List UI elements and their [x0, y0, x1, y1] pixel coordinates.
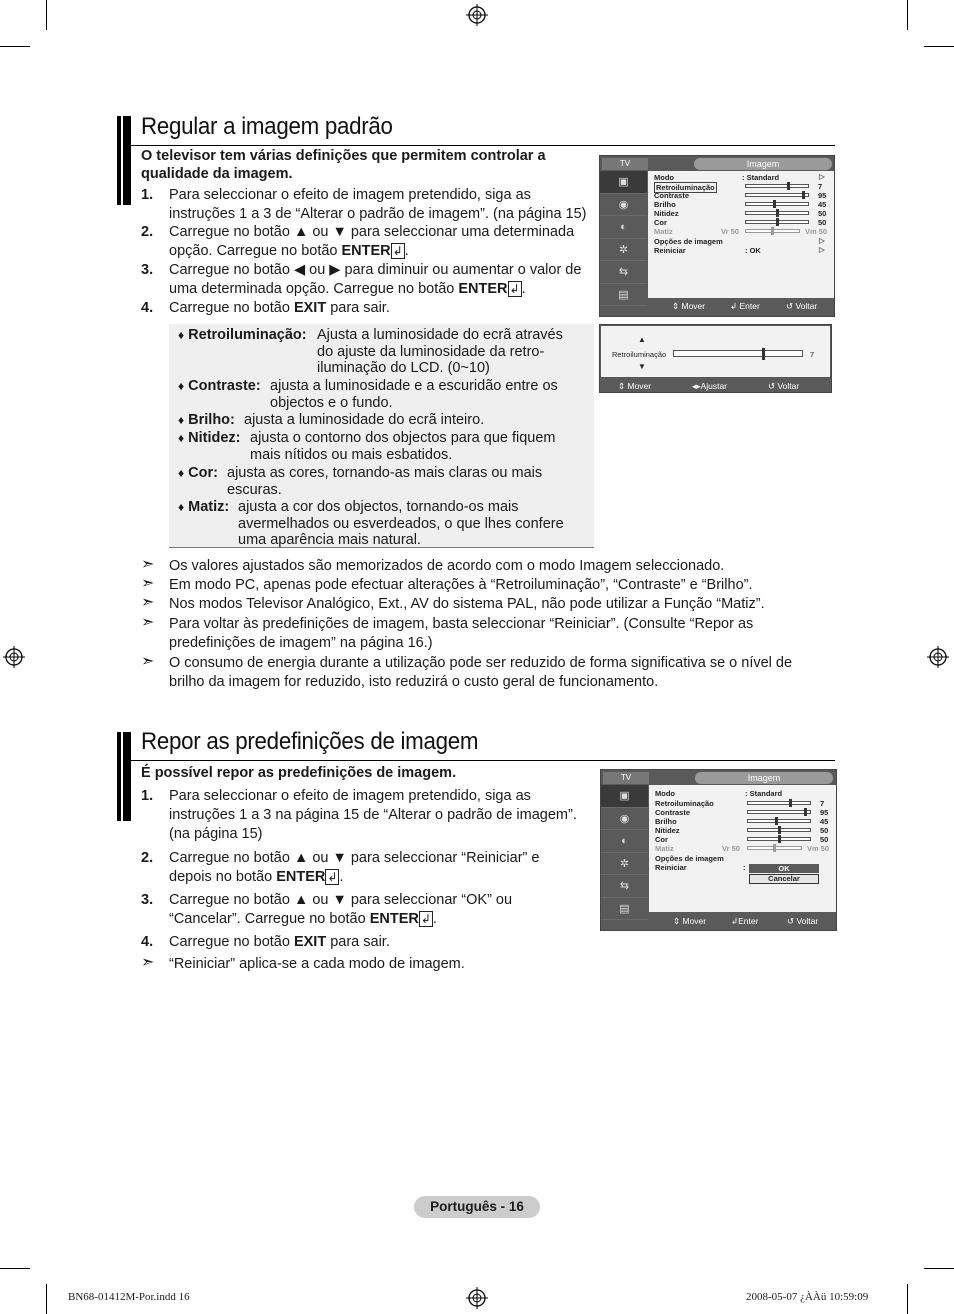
osd-row-label: Brilho — [654, 200, 676, 209]
enter-icon: ↲ — [327, 870, 338, 884]
note-arrow-icon: ➣ — [141, 653, 155, 670]
arrow-up-icon: ▲ — [638, 335, 646, 344]
note-arrow-icon: ➣ — [141, 575, 155, 592]
osd-row-label: Matiz — [654, 227, 673, 236]
osd-row-label: Retroiluminação — [656, 183, 715, 192]
osd-sidebar — [601, 785, 648, 920]
slider-knob — [802, 191, 805, 199]
section-rule — [131, 760, 835, 761]
slider-knob — [771, 227, 774, 235]
osd-row-value: Vm 50 — [805, 227, 828, 236]
osd-slider — [745, 211, 809, 215]
osd-slider — [747, 801, 811, 805]
definition-brilho: ♦ Brilho: — [178, 412, 235, 428]
crop-mark — [0, 46, 30, 47]
step-number: 4. — [141, 300, 154, 316]
diamond-bullet-icon: ♦ — [178, 431, 185, 445]
osd-slider — [747, 828, 811, 832]
note-arrow-icon: ➣ — [141, 556, 155, 573]
diamond-bullet-icon: ♦ — [178, 413, 185, 427]
osd-row-value: Vr 50 — [722, 844, 740, 853]
osd-row-label: Modo — [654, 173, 674, 182]
osd-footer — [648, 299, 834, 313]
step-text: Carregue no botão ◀ ou ▶ para diminuir ou aumentar o valor de uma determinada opção. Carregue no botão ENTER ↲ . — [169, 262, 582, 297]
application-icon: ▤ — [600, 284, 647, 307]
crop-mark — [907, 0, 908, 30]
chevron-right-icon: ▷ — [819, 245, 825, 254]
osd-slider — [745, 193, 809, 197]
section2-lead: É possível repor as predefinições de imagem. — [141, 765, 457, 781]
osd-row-value: Vr 50 — [721, 227, 739, 236]
definition-text: ajusta o contorno dos objectos para que fiquem mais nítidos ou mais esbatidos. — [250, 430, 556, 463]
diamond-bullet-icon: ♦ — [178, 500, 185, 514]
adjust-hint: ◂▸Ajustar — [692, 381, 728, 391]
osd-row-value: 95 — [820, 808, 829, 817]
enter-icon: ↲ — [509, 282, 520, 296]
osd-reset-menu — [600, 769, 837, 931]
page-number-badge: Português - 16 — [414, 1196, 540, 1218]
note-text: Em modo PC, apenas pode efectuar alterações à “Retroiluminação”, “Contraste” e “Brilho”. — [169, 577, 753, 593]
input-icon: ⇆ — [600, 261, 647, 284]
note-arrow-icon: ➣ — [141, 594, 155, 611]
osd-row-value: 45 — [820, 817, 829, 826]
osd-slider — [745, 184, 809, 188]
osd-row-label: Retroiluminação — [655, 799, 714, 808]
osd-body — [648, 171, 834, 298]
note-text: O consumo de energia durante a utilização pode ser reduzido de forma significativa se o nível de brilho da imagem for reduzido, isto reduzirá o custo geral de funcionamento. — [169, 655, 793, 690]
setup-icon: ✲ — [600, 239, 647, 262]
section-rule — [131, 145, 835, 146]
registration-mark-icon — [466, 1287, 488, 1309]
back-hint: ↺ Voltar — [786, 301, 818, 311]
definition-contraste: ♦ Contraste: — [178, 378, 261, 394]
definition-text: ajusta a luminosidade do ecrã inteiro. — [244, 412, 485, 428]
osd-row-label: Nitidez — [655, 826, 680, 835]
osd-row-label: Contraste — [654, 191, 690, 200]
slider-knob — [775, 817, 778, 825]
osd-backlight-slider — [599, 324, 832, 393]
definition-retroiluminacao: ♦ Retroiluminação: — [178, 327, 307, 343]
move-hint: ⇕ Mover — [672, 301, 706, 311]
osd-picture-menu — [599, 155, 835, 317]
slider-knob — [778, 835, 781, 843]
input-icon: ⇆ — [601, 875, 648, 898]
slider-knob — [762, 348, 765, 360]
osd-row-value: 50 — [820, 835, 829, 844]
crop-mark — [46, 1284, 47, 1314]
back-hint: ↺ Voltar — [787, 916, 819, 926]
definition-text: ajusta a luminosidade e a escuridão entre os objectos e o fundo. — [270, 378, 558, 411]
step-number: 1. — [141, 788, 154, 804]
reset-cancel-option[interactable]: Cancelar — [749, 874, 819, 884]
section2-title: Repor as predefinições de imagem — [141, 728, 479, 755]
registration-mark-icon — [927, 646, 949, 668]
enter-icon: ↲ — [420, 912, 431, 926]
sound-icon: ◉ — [600, 194, 647, 217]
setup-icon: ✲ — [601, 853, 648, 876]
osd-row-label: Matiz — [655, 844, 674, 853]
slider-knob — [776, 218, 779, 226]
osd-title: Imagem — [695, 772, 833, 784]
osd-row-value: 45 — [818, 200, 827, 209]
osd-slider — [745, 202, 809, 206]
step-text: Carregue no botão ▲ ou ▼ para seleccionar uma determinada opção. Carregue no botão ENTER ↲ . — [169, 224, 575, 259]
section-bar — [117, 732, 131, 821]
osd-row-label: Retroiluminação — [612, 350, 667, 359]
osd-row-value: 50 — [818, 218, 827, 227]
osd-row-label: Reiniciar — [655, 863, 687, 872]
crop-mark — [907, 1284, 908, 1314]
enter-icon: ↲ — [392, 244, 403, 258]
registration-mark-icon — [466, 4, 488, 26]
step-text: Carregue no botão EXIT para sair. — [169, 300, 390, 316]
osd-footer — [600, 379, 833, 393]
slider-knob — [778, 826, 781, 834]
sound-icon: ◉ — [601, 808, 648, 831]
definition-text: Ajusta a luminosidade do ecrã através do ajuste da luminosidade da retro- iluminação do LCD. (0~10) — [317, 327, 563, 376]
crop-mark — [0, 1268, 30, 1269]
step-text: Para seleccionar o efeito de imagem pretendido, siga as instruções 1 a 3 de “Alterar o padrão de imagem”. (na página 15) — [169, 187, 587, 222]
note-arrow-icon: ➣ — [141, 614, 155, 631]
osd-slider — [745, 220, 809, 224]
crop-mark — [924, 1268, 954, 1269]
definition-cor: ♦ Cor: — [178, 465, 218, 481]
osd-slider — [747, 837, 811, 841]
step-number: 2. — [141, 850, 154, 866]
osd-slider — [747, 846, 802, 850]
osd-row-value: : OK — [745, 246, 761, 255]
step-text: Carregue no botão EXIT para sair. — [169, 934, 390, 950]
osd-row-value: Vm 50 — [807, 844, 830, 853]
enter-hint: ↲ Enter — [730, 301, 760, 311]
osd-row-label: Reiniciar — [654, 246, 686, 255]
chevron-right-icon: ▷ — [819, 172, 825, 181]
slider-knob — [776, 209, 779, 217]
osd-row-value: : Standard — [742, 173, 780, 182]
slider-knob — [787, 182, 790, 190]
note-arrow-icon: ➣ — [141, 954, 155, 971]
slider-knob — [773, 200, 776, 208]
osd-row-label: Cor — [655, 835, 668, 844]
osd-body: Modo : Standard Retroiluminação 7 Contraste 95 Brilho 45 Nitidez 50 Cor 50 Matiz Vr 50 Vm 50 Opções de imagem Reiniciar : OK Cancelar — [649, 785, 836, 912]
enter-hint: ↲Enter — [731, 916, 759, 926]
move-hint: ⇕ Mover — [673, 916, 707, 926]
section1-lead: O televisor tem várias definições que permitem controlar a qualidade da imagem. — [141, 148, 546, 182]
note-text: Os valores ajustados são memorizados de acordo com o modo Imagem seleccionado. — [169, 558, 725, 574]
osd-row-value: : Standard — [745, 789, 783, 798]
osd-row-label: Contraste — [655, 808, 691, 817]
osd-row-label: Modo — [655, 789, 675, 798]
osd-row-label: Opções de imagem — [655, 854, 724, 863]
slider-knob — [773, 844, 776, 852]
step-number: 2. — [141, 224, 154, 240]
back-hint: ↺ Voltar — [768, 381, 800, 391]
picture-icon: ▣ — [600, 171, 647, 194]
picture-icon: ▣ — [601, 785, 648, 808]
definition-text: ajusta a cor dos objectos, tornando-os mais avermelhados ou esverdeados, o que lhes confere uma aparência mais natural. — [238, 499, 564, 548]
step-number: 4. — [141, 934, 154, 950]
file-slug: BN68-01412M-Por.indd 16 — [68, 1291, 190, 1303]
osd-row-value: 95 — [818, 191, 827, 200]
step-text: Carregue no botão ▲ ou ▼ para seleccionar “Reiniciar” e depois no botão ENTER ↲ . — [169, 850, 540, 885]
move-hint: ⇕ Mover — [618, 381, 652, 391]
osd-row-label: Brilho — [655, 817, 677, 826]
step-number: 1. — [141, 187, 154, 203]
crop-mark — [924, 46, 954, 47]
note-text: Para voltar às predefinições de imagem, basta seleccionar “Reiniciar”. (Consulte “Repor as predefinições de imagem” na página 16.) — [169, 616, 754, 651]
diamond-bullet-icon: ♦ — [178, 466, 185, 480]
definition-matiz: ♦ Matiz: — [178, 499, 230, 515]
step-number: 3. — [141, 262, 154, 278]
definition-nitidez: ♦ Nitidez: — [178, 430, 241, 446]
registration-mark-icon — [3, 646, 25, 668]
osd-slider — [747, 810, 811, 814]
channel-icon: ◐ — [600, 216, 647, 239]
section-bar — [117, 116, 131, 205]
osd-row-label: Nitidez — [654, 209, 679, 218]
osd-row-value: 50 — [818, 209, 827, 218]
step-number: 3. — [141, 892, 154, 908]
reset-ok-option[interactable]: OK — [749, 864, 819, 873]
osd-footer — [649, 914, 836, 928]
step-text: Carregue no botão ▲ ou ▼ para seleccionar “OK” ou “Cancelar”. Carregue no botão ENTER ↲ . — [169, 892, 513, 927]
diamond-bullet-icon: ♦ — [178, 379, 185, 393]
channel-icon: ◐ — [601, 830, 648, 853]
osd-row-label: Cor — [654, 218, 667, 227]
osd-row-label: Opções de imagem — [654, 237, 723, 246]
date-slug: 2008-05-07 ¿ÀÀü 10:59:09 — [746, 1291, 869, 1303]
application-icon: ▤ — [601, 898, 648, 921]
note-text: “Reiniciar” aplica-se a cada modo de imagem. — [169, 956, 465, 972]
arrow-down-icon: ▼ — [638, 362, 646, 371]
osd-slider — [673, 350, 803, 357]
definition-text: ajusta as cores, tornando-as mais claras ou mais escuras. — [227, 465, 543, 498]
osd-title: Imagem — [694, 158, 832, 170]
note-text: Nos modos Televisor Analógico, Ext., AV do sistema PAL, não pode utilizar a Função “Matiz”. — [169, 596, 765, 612]
crop-mark — [46, 0, 47, 30]
step-text: Para seleccionar o efeito de imagem pretendido, siga as instruções 1 a 3 na página 15 de “Alterar o padrão de imagem”. (na página 15) — [169, 788, 577, 842]
chevron-right-icon: ▷ — [819, 236, 825, 245]
slider-knob — [789, 799, 792, 807]
osd-slider — [747, 819, 811, 823]
diamond-bullet-icon: ♦ — [178, 328, 185, 342]
section1-title: Regular a imagem padrão — [141, 113, 393, 140]
osd-row-value: 50 — [820, 826, 829, 835]
osd-row-value: 7 — [820, 799, 825, 808]
slider-knob — [804, 808, 807, 816]
osd-row-value: 7 — [818, 182, 823, 191]
osd-tv-tab: TV — [602, 158, 648, 170]
osd-sidebar — [600, 171, 647, 306]
osd-slider — [745, 229, 800, 233]
osd-row-value: 7 — [810, 350, 815, 359]
osd-tv-tab: TV — [603, 772, 649, 784]
